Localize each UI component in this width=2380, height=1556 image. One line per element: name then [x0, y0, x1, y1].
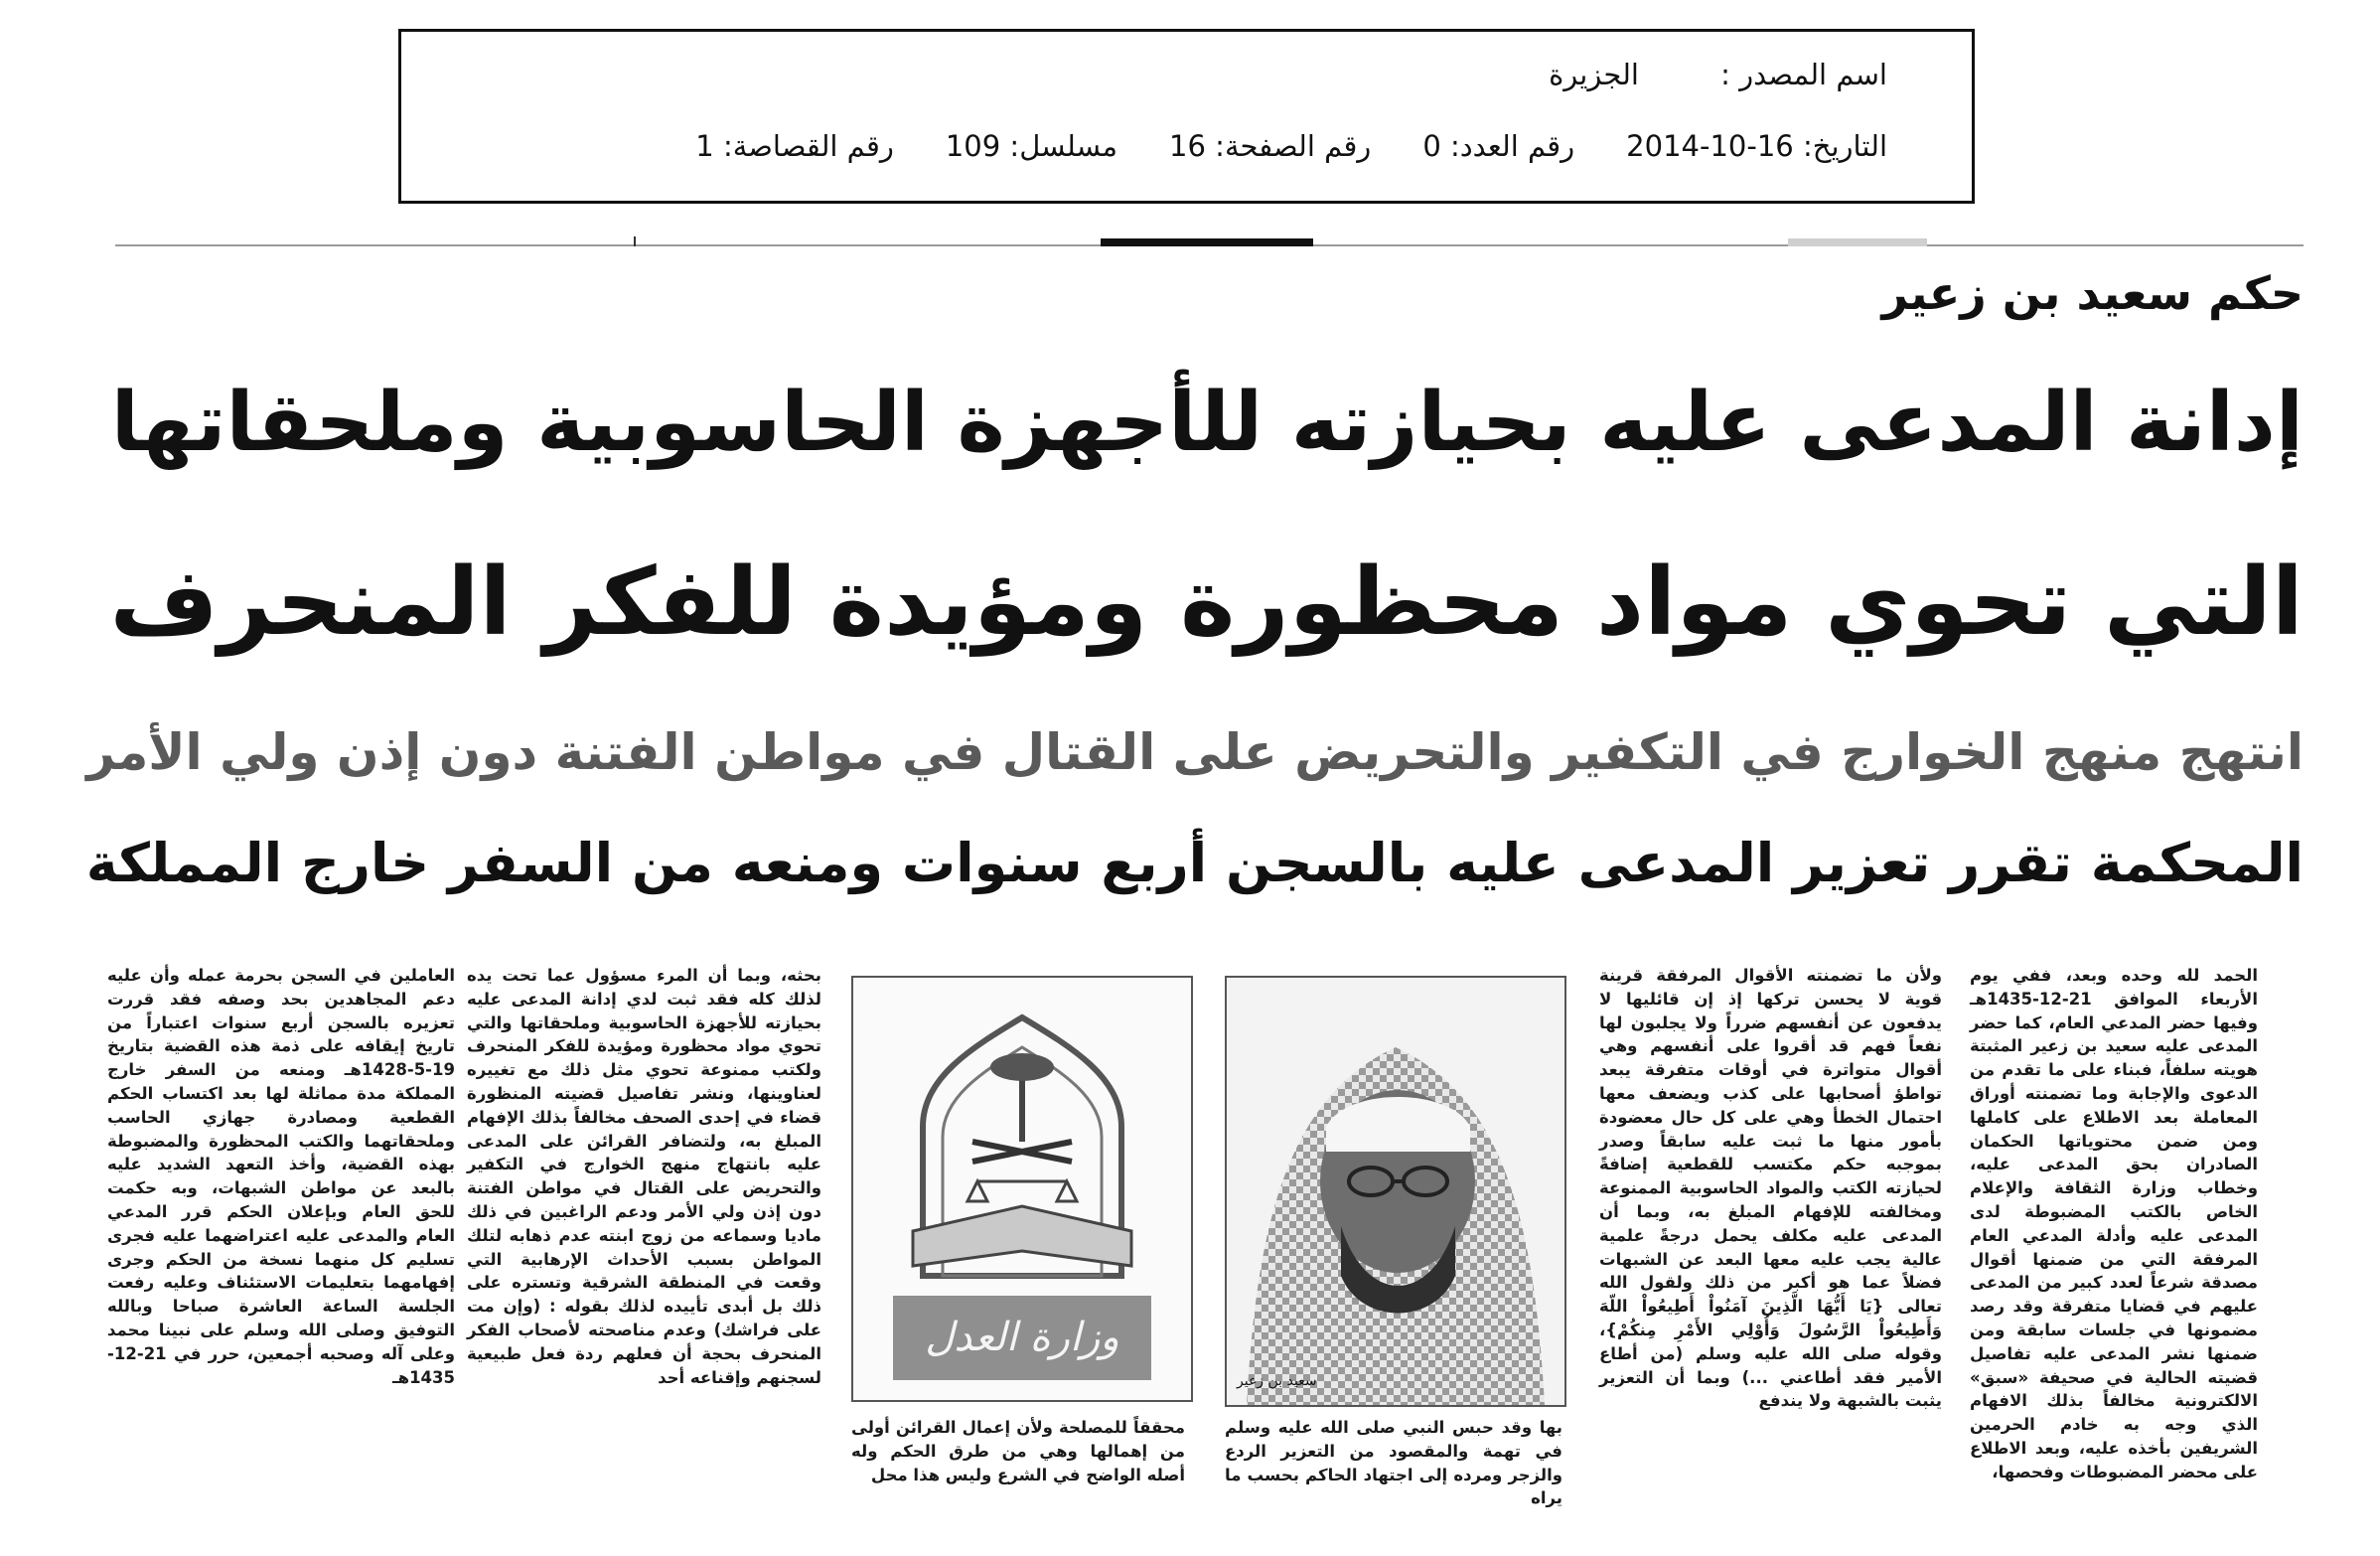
below-logo-text: [851, 1416, 1185, 1486]
rule-accent-bar: [1101, 238, 1313, 246]
subheadline-line-2: المحكمة تقرر تعزير المدعى عليه بالسجن أربع سنوات ومنعه من السفر خارج المملكة: [85, 832, 2304, 894]
subheadline-line-1: انتهج منهج الخوارج في التكفير والتحريض على القتال في مواطن الفتنة دون إذن ولي الأمر: [86, 723, 2304, 781]
source-label: اسم المصدر :: [1720, 58, 1887, 91]
source-row: [1549, 58, 1887, 91]
clipping-meta-box: [398, 29, 1975, 204]
article-column-4: [107, 964, 455, 1389]
source-value: الجزيرة: [1549, 58, 1639, 91]
logo-caption: وزارة العدل: [925, 1315, 1119, 1360]
portrait-photo: [1225, 976, 1566, 1407]
issue-field: رقم العدد: 0: [1422, 129, 1575, 163]
page-field: رقم الصفحة: 16: [1169, 129, 1372, 163]
column-text: بحثه، وبما أن المرء مسؤول عما تحت يده لذلك كله فقد ثبت لدي إدانة المدعى عليه بحيازته للأجهزة الحاسوبية وملحقاتها والتي تحوي مواد محظورة ومؤيدة للفكر المنحرف ولكتب ممنوعة تحوي مثل ذلك مع تغييره لعناوينها، ونشر تفاصيل قضيته المنظورة قضاء في إحدى الصحف مخالفاً بذلك الإفهام المبلغ به، ولتضافر القرائن على المدعى عليه بانتهاج منهج الخوارج في التكفير والتحريض على القتال في مواطن الفتنة دون إذن ولي الأمر ودعم الراغبين في ذلك ماديا وسماعه من زوج ابنته عدم ذهابه لتلك المواطن بسبب الأحداث الإرهابية التي وقعت في المنطقة الشرقية وتستره على ذلك بل أبدى تأييده لذلك بقوله : (وإن مت على فراشك) وعدم مناصحته لأصحاب الفكر المنحرف بحجة أن فعلهم ردة فعل طبيعية لسجنهم وإقناعه أحد: [467, 966, 821, 1387]
photo-caption: سعيد بن زعير: [1237, 1373, 1317, 1389]
column-text: الحمد لله وحده وبعد، ففي يوم الأربعاء الموافق 21-12-1435هـ وفيها حضر المدعي العام، كما حضر المدعى عليه سعيد بن زعير المثبتة هويته سلفاً، فبناء على ما تقدم من الدعوى والإجابة وما تضمنته أوراق المعاملة بعد الاطلاع على كاملها ومن ضمن محتوياتها الحكمان الصادران بحق المدعى عليه، وخطاب وزارة الثقافة والإعلام الخاص بالكتب المضبوطة لدى المدعى عليه وأدلة المدعي العام المرفقة التي من ضمنها أقوال مصدقة شرعاً لعدد كبير من المدعى عليهم في قضايا متفرقة وقد رصد مضمونها في جلسات سابقة ومن ضمنها نشر المدعى عليه تفاصيل قضيته الحالية في صحيفة «سبق» الالكترونية مخالفاً بذلك الافهام الذي وجه به خادم الحرمين الشريفين بأخذه عليه، وبعد الاطلاع على محضر المضبوطات وفحصها،: [1970, 966, 2258, 1481]
headline-line-2: التي تحوي مواد محظورة ومؤيدة للفكر المنحرف: [109, 548, 2304, 657]
rule-tick: [634, 236, 636, 246]
column-text: بها وقد حبس النبي صلى الله عليه وسلم في تهمة والمقصود من التعزير الردع والزجر ومرده إلى اجتهاد الحاكم بحسب ما يراه: [1225, 1418, 1562, 1508]
article-kicker: حكم سعيد بن زعير: [1881, 266, 2304, 320]
below-photo-text: [1225, 1416, 1562, 1510]
ministry-logo-box: [851, 976, 1193, 1402]
date-field: التاريخ: 16-10-2014: [1626, 129, 1887, 163]
article-column-1: [1970, 964, 2258, 1484]
article-column-2: [1599, 964, 1942, 1413]
serial-field: مسلسل: 109: [945, 129, 1118, 163]
justice-ministry-logo: [853, 978, 1191, 1400]
headline-line-1: إدانة المدعى عليه بحيازته للأجهزة الحاسوبية وملحقاتها: [110, 376, 2304, 470]
column-text: العاملين في السجن بحرمة عمله وأن عليه دعم المجاهدين بحد وصفه فقد قررت تعزيره بالسجن أربع سنوات اعتباراً من تاريخ إيقافه على ذمة هذه القضية بتاريخ 19-5-1428هـ ومنعه من السفر خارج المملكة مدة مماثلة لها بعد اكتساب الحكم القطعية ومصادرة جهازي الحاسب وملحقاتهما والكتب المحظورة والمضبوطة بهذه القضية، وأخذ التعهد الشديد عليه بالبعد عن مواطن الشبهات، وبه حكمت للحق العام وبإعلان الحكم قرر المدعي العام والمدعى عليه اعتراضهما عليه فجرى تسليم كل منهما نسخة من الحكم وجرى إفهامهما بتعليمات الاستئناف وعليه رفعت الجلسة الساعة العاشرة صباحا وبالله التوفيق وصلى الله وسلم على نبينا محمد وعلى آله وصحبه أجمعين، حرر في 21-12-1435هـ: [107, 966, 455, 1387]
column-text: ولأن ما تضمنته الأقوال المرفقة قرينة قوية لا يحسن تركها إذ إن قائليها لا يدفعون عن أنفسهم ضرراً ولا يجلبون لها نفعاً فهم قد أقروا على أنفسهم وهي أقوال متواترة في أوقات متفرقة يبعد تواطؤ أصحابها على كذب ويضعف معها احتمال الخطأ وهي على كل حال معضودة بأمور منها ما ثبت عليه سابقاً وصدر بموجبه حكم مكتسب للقطعية إضافةً لحيازته الكتب والمواد الحاسوبية الممنوعة ومخالفته للإفهام المبلغ به، وبما أن المدعى عليه مكلف يحمل درجةً علمية عالية يجب عليه معها البعد عن الشبهات فضلاً عما هو أكبر من ذلك ولقول الله تعالى {يَا أَيُّهَا الَّذِينَ آمَنُواْ أَطِيعُواْ اللّهَ وَأَطِيعُواْ الرَّسُولَ وَأُوْلِي الأَمْرِ مِنكُمْ}، وقوله صلى الله عليه وسلم (من أطاع الأمير فقد أطاعني ...) وبما أن التعزير يثبت بالشبهة ولا يندفع: [1599, 966, 1942, 1411]
rule-grey-bar: [1788, 238, 1927, 246]
details-row: [695, 129, 1887, 163]
clip-field: رقم القصاصة: 1: [695, 129, 894, 163]
column-text: محققاً للمصلحة ولأن إعمال القرائن أولى من إهمالها وهي من طرق الحكم وله أصله الواضح في الشرع وليس هذا محل: [851, 1418, 1185, 1484]
portrait-image: [1227, 978, 1564, 1405]
article-column-3: [467, 964, 821, 1389]
